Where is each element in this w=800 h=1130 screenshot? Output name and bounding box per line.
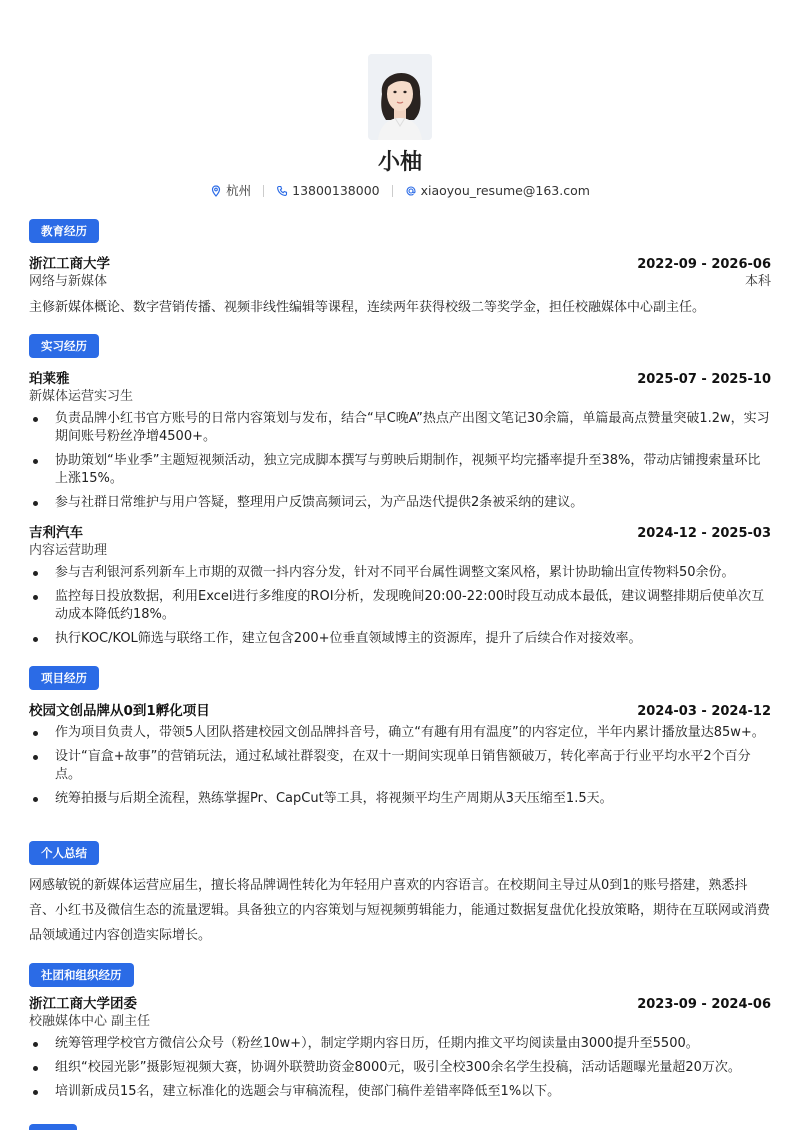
project-date: 2024-03 - 2024-12 <box>637 704 771 719</box>
job-bullets <box>29 564 771 648</box>
contact-city <box>198 181 263 201</box>
organization-section-tag: 社团和组织经历 <box>29 963 134 987</box>
summary-text: 网感敏锐的新媒体运营应届生，擅长将品牌调性转化为年轻用户喜欢的内容语言。在校期间主导过从0到1的账号搭建，熟悉抖音、小红书及微信生态的流量逻辑。具备独立的内容策划与短视频剪辑能力，能通过数据复盘优化投放策略，期待在互联网或消费品领域通过内容创造实际增长。 <box>29 878 771 943</box>
education-description: 主修新媒体概论、数字营销传播、视频非线性编辑等课程，连续两年获得校级二等奖学金，担任校融媒体中心副主任。 <box>29 300 706 315</box>
list-item: 统筹管理学校官方微信公众号（粉丝10w+），制定学期内容日历，任期内推文平均阅读量由3000提升至5500。 <box>29 1035 771 1053</box>
list-item: 执行KOC/KOL筛选与联络工作，建立包含200+位垂直领域博主的资源库，提升了后续合作对接效率。 <box>29 630 771 648</box>
company-name: 珀莱雅 <box>29 371 70 387</box>
at-sign-icon <box>405 185 417 197</box>
organization-bullets <box>29 1035 771 1101</box>
company-name: 吉利汽车 <box>29 525 83 541</box>
organization-date: 2023-09 - 2024-06 <box>637 997 771 1012</box>
organization-section <box>29 963 771 1107</box>
city-text: 杭州 <box>226 183 252 198</box>
job-role: 新媒体运营实习生 <box>29 389 134 404</box>
organization-role: 校融媒体中心 副主任 <box>29 1014 151 1029</box>
phone-icon <box>276 185 288 197</box>
contact-bar <box>29 181 771 201</box>
location-icon <box>210 185 222 197</box>
education-section-tag: 教育经历 <box>29 219 99 243</box>
organization-name: 浙江工商大学团委 <box>29 996 137 1012</box>
list-item: 统筹拍摄与后期全流程，熟练掌握Pr、CapCut等工具，将视频平均生产周期从3天压缩至1.5天。 <box>29 790 771 808</box>
internship-section <box>29 334 771 654</box>
project-name: 校园文创品牌从0到1孵化项目 <box>29 703 210 719</box>
job-bullets <box>29 410 771 512</box>
job-date: 2025-07 - 2025-10 <box>637 372 771 387</box>
email-text[interactable]: xiaoyou_resume@163.com <box>420 183 590 198</box>
education-section <box>29 219 771 320</box>
summary-section-tag: 个人总结 <box>29 841 99 865</box>
summary-section <box>29 841 771 948</box>
major: 网络与新媒体 <box>29 274 108 289</box>
next-section-tag-partial <box>29 1124 77 1130</box>
school-name: 浙江工商大学 <box>29 256 110 272</box>
list-item: 监控每日投放数据，利用Excel进行多维度的ROI分析，发现晚间20:00-22:00时段互动成本最低，建议调整排期后使单次互动成本降低约18%。 <box>29 588 771 624</box>
contact-phone <box>264 181 391 201</box>
list-item: 培训新成员15名，建立标准化的选题会与审稿流程，使部门稿件差错率降低至1%以下。 <box>29 1083 771 1101</box>
internship-section-tag: 实习经历 <box>29 334 99 358</box>
list-item: 作为项目负责人，带领5人团队搭建校园文创品牌抖音号，确立“有趣有用有温度”的内容定位，半年内累计播放量达85w+。 <box>29 724 771 742</box>
project-section-tag: 项目经历 <box>29 666 99 690</box>
contact-email <box>393 181 602 201</box>
list-item: 设计“盲盒+故事”的营销玩法，通过私域社群裂变，在双十一期间实现单日销售额破万，转化率高于行业平均水平2个百分点。 <box>29 748 771 784</box>
candidate-name: 小柚 <box>377 150 422 175</box>
resume-header <box>29 0 771 201</box>
job-role: 内容运营助理 <box>29 543 108 558</box>
job-date: 2024-12 - 2025-03 <box>637 526 771 541</box>
list-item: 参与吉利银河系列新车上市期的双微一抖内容分发，针对不同平台属性调整文案风格，累计协助输出宣传物料50余份。 <box>29 564 771 582</box>
project-bullets <box>29 724 771 808</box>
list-item: 协助策划“毕业季”主题短视频活动，独立完成脚本撰写与剪映后期制作，视频平均完播率提升至38%，带动店铺搜索量环比上涨15%。 <box>29 452 771 488</box>
phone-text[interactable]: 13800138000 <box>292 183 380 198</box>
education-date: 2022-09 - 2026-06 <box>637 257 771 272</box>
project-section <box>29 666 771 814</box>
list-item: 负责品牌小红书官方账号的日常内容策划与发布，结合“早C晚A”热点产出图文笔记30余篇，单篇最高点赞量突破1.2w，实习期间账号粉丝净增4500+。 <box>29 410 771 446</box>
degree: 本科 <box>744 274 771 289</box>
profile-photo <box>368 54 432 140</box>
list-item: 参与社群日常维护与用户答疑，整理用户反馈高频词云，为产品迭代提供2条被采纳的建议。 <box>29 494 771 512</box>
list-item: 组织“校园光影”摄影短视频大赛，协调外联赞助资金8000元，吸引全校300余名学生投稿，活动话题曝光量超20万次。 <box>29 1059 771 1077</box>
